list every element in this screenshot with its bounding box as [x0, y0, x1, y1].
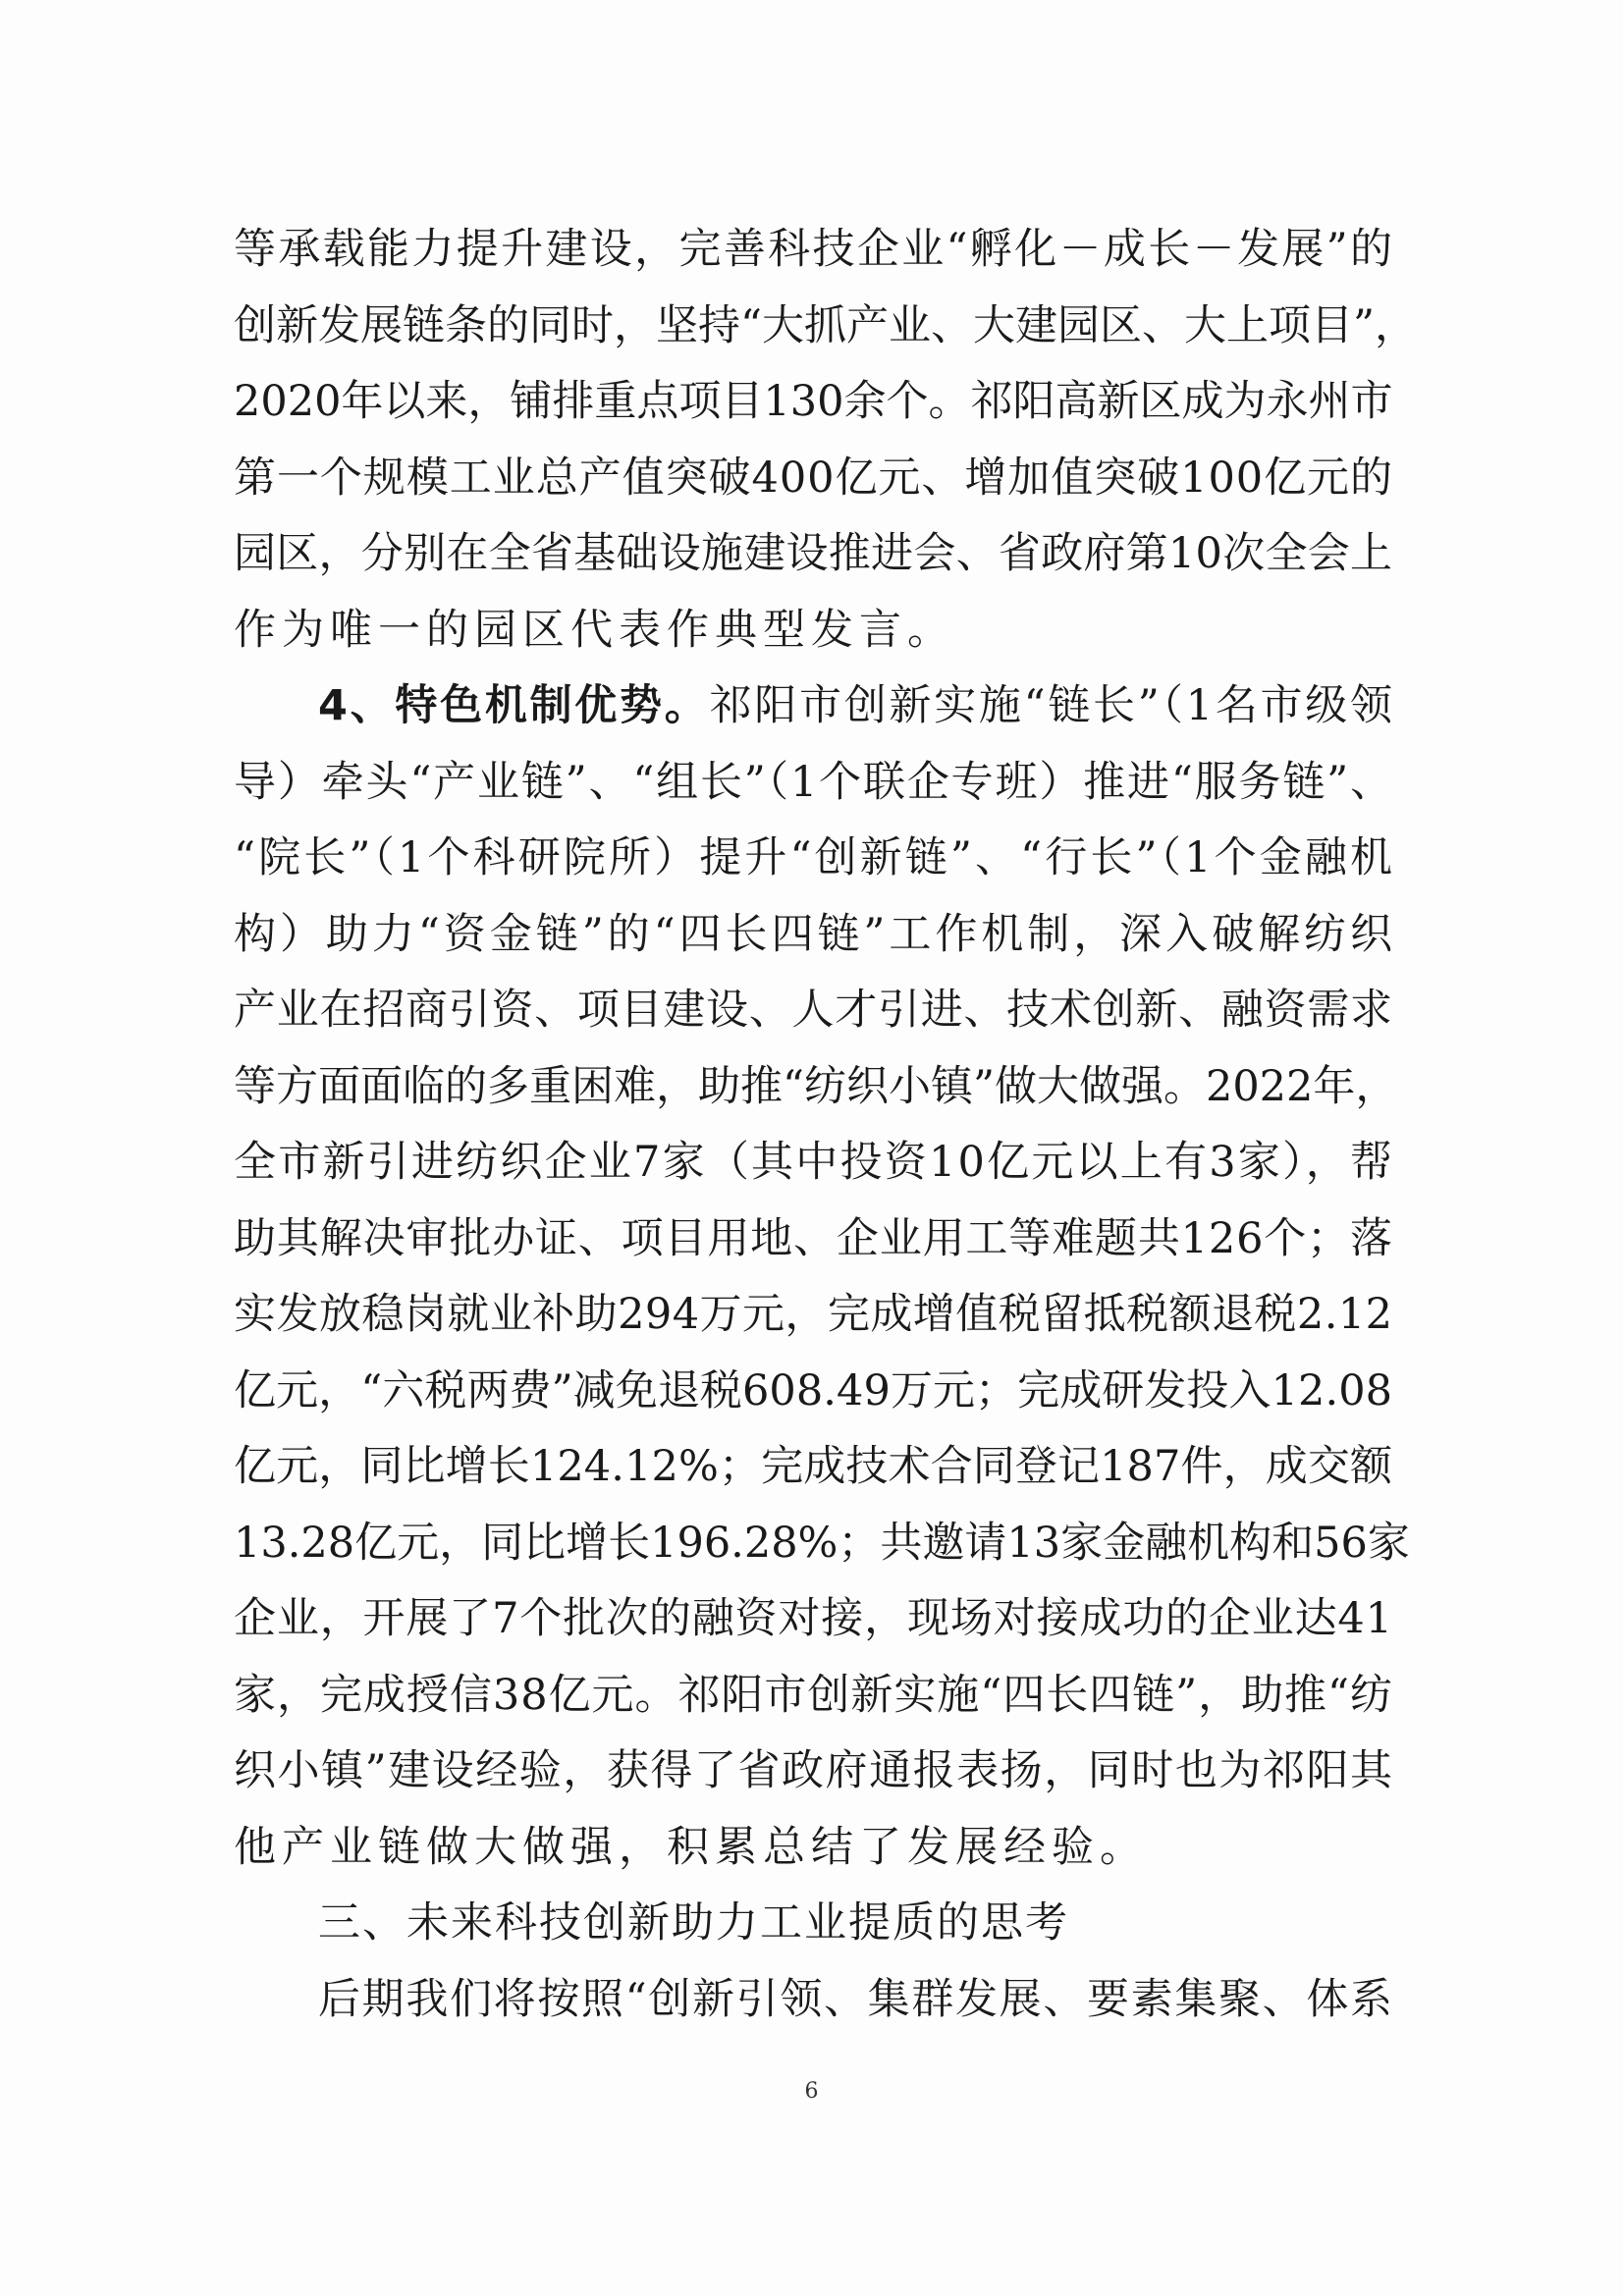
text-line: 等承载能力提升建设，完善科技企业“孵化－成长－发展”的: [234, 225, 1395, 274]
text-line: “院长”（1个科研院所）提升“创新链”、“行长”（1个金融机: [234, 833, 1396, 882]
text-line: 全市新引进纺织企业7家（其中投资10亿元以上有3家），帮: [234, 1138, 1395, 1187]
text-line: 企业，开展了7个批次的融资对接，现场对接成功的企业达41: [234, 1594, 1393, 1643]
text-line: 他产业链做大做强，积累总结了发展经验。: [234, 1822, 1148, 1872]
text-line: 13.28亿元，同比增长196.28%；共邀请13家金融机构和56家: [234, 1518, 1410, 1568]
text-line: 织小镇”建设经验，获得了省政府通报表扬，同时也为祁阳其: [234, 1746, 1394, 1795]
text-line: 亿元，同比增长124.12%；完成技术合同登记187件，成交额: [234, 1442, 1393, 1491]
text-line: 2020年以来，铺排重点项目130余个。祁阳高新区成为永州市: [234, 377, 1393, 426]
text-line: 园区，分别在全省基础设施建设推进会、省政府第10次全会上: [234, 529, 1393, 578]
body-text: [234, 212, 1417, 2038]
text-line: 家，完成授信38亿元。祁阳市创新实施“四长四链”，助推“纺: [234, 1670, 1393, 1720]
text-line: 后期我们将按照“创新引领、集群发展、要素集聚、体系: [318, 1974, 1394, 2024]
text-line: 亿元，“六税两费”减免退税608.49万元；完成研发投入12.08: [234, 1365, 1393, 1415]
page-number: 6: [804, 2079, 819, 2104]
section-label: 4、特色机制优势。: [318, 681, 710, 730]
section-heading: 三、未来科技创新助力工业提质的思考: [318, 1898, 1069, 1948]
text-line: 4、特色机制优势。祁阳市创新实施“链长”（1名市级领: [318, 681, 1395, 730]
text-line: 实发放稳岗就业补助294万元，完成增值税留抵税额退税2.12: [234, 1290, 1393, 1339]
text-line: 第一个规模工业总产值突破400亿元、增加值突破100亿元的: [234, 453, 1393, 503]
text-line: 作为唯一的园区代表作典型发言。: [234, 605, 955, 655]
text-line: 构）助力“资金链”的“四长四链”工作机制，深入破解纺织: [234, 909, 1396, 959]
text-line: 产业在招商引资、项目建设、人才引进、技术创新、融资需求: [234, 986, 1393, 1035]
text-line: 等方面面临的多重困难，助推“纺织小镇”做大做强。2022年，: [234, 1061, 1398, 1111]
text-line: 助其解决审批办证、项目用地、企业用工等难题共126个；落: [234, 1213, 1393, 1263]
text-line: 创新发展链条的同时，坚持“大抓产业、大建园区、大上项目”，: [234, 300, 1417, 350]
text-line: 导）牵头“产业链”、“组长”（1个联企专班）推进“服务链”、: [234, 757, 1394, 807]
